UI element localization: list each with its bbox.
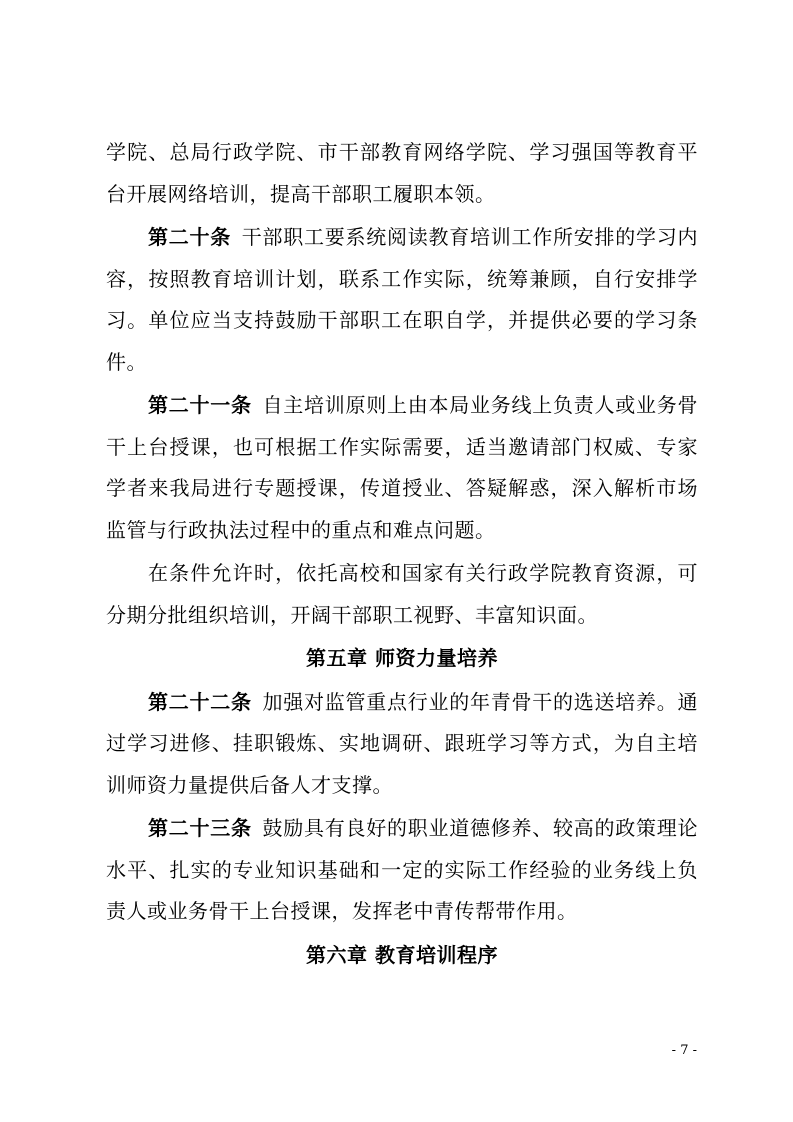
chapter-6-heading: 第六章 教育培训程序 (306, 942, 498, 967)
article-20-heading: 第二十条 (148, 225, 231, 249)
chapter-5-heading: 第五章 师资力量培养 (306, 646, 498, 670)
page-number: - 7 - (671, 1043, 697, 1058)
article-20-paragraph (106, 217, 698, 383)
article-21-supplement-paragraph: 在条件允许时，依托高校和国家有关行政学院教育资源，可分期分批组织培训，开阔干部职工视野、丰富知识面。 (106, 561, 698, 627)
article-23-text: 鼓励具有良好的职业道德修养、较高的政策理论水平、扎实的专业知识基础和一定的实际工作经验的业务线上负责人或业务骨干上台授课，发挥老中青传帮带作用。 (106, 816, 698, 923)
article-21-paragraph (106, 385, 698, 551)
article-22-text: 加强对监管重点行业的年青骨干的选送培养。通过学习进修、挂职锻炼、实地调研、跟班学习等方式，为自主培训师资力量提供后备人才支撑。 (106, 689, 698, 797)
document-body (106, 132, 698, 978)
article-21-text: 自主培训原则上由本局业务线上负责人或业务骨干上台授课，也可根据工作实际需要，适当邀请部门权威、专家学者来我局进行专题授课，传道授业、答疑解惑，深入解析市场监管与行政执法过程中的重点和难点问题。 (106, 393, 698, 542)
article-23-heading: 第二十三条 (148, 816, 252, 840)
paragraph-continued: 学院、总局行政学院、市干部教育网络学院、学习强国等教育平台开展网络培训，提高干部职工履职本领。 (106, 140, 698, 206)
article-20-text: 干部职工要系统阅读教育培训工作所安排的学习内容，按照教育培训计划，联系工作实际，统筹兼顾，自行安排学习。单位应当支持鼓励干部职工在职自学，并提供必要的学习条件。 (106, 225, 698, 374)
article-21-heading: 第二十一条 (148, 393, 252, 417)
article-23-paragraph (106, 808, 698, 933)
article-22-heading: 第二十二条 (148, 689, 252, 714)
article-22-paragraph (106, 682, 698, 807)
